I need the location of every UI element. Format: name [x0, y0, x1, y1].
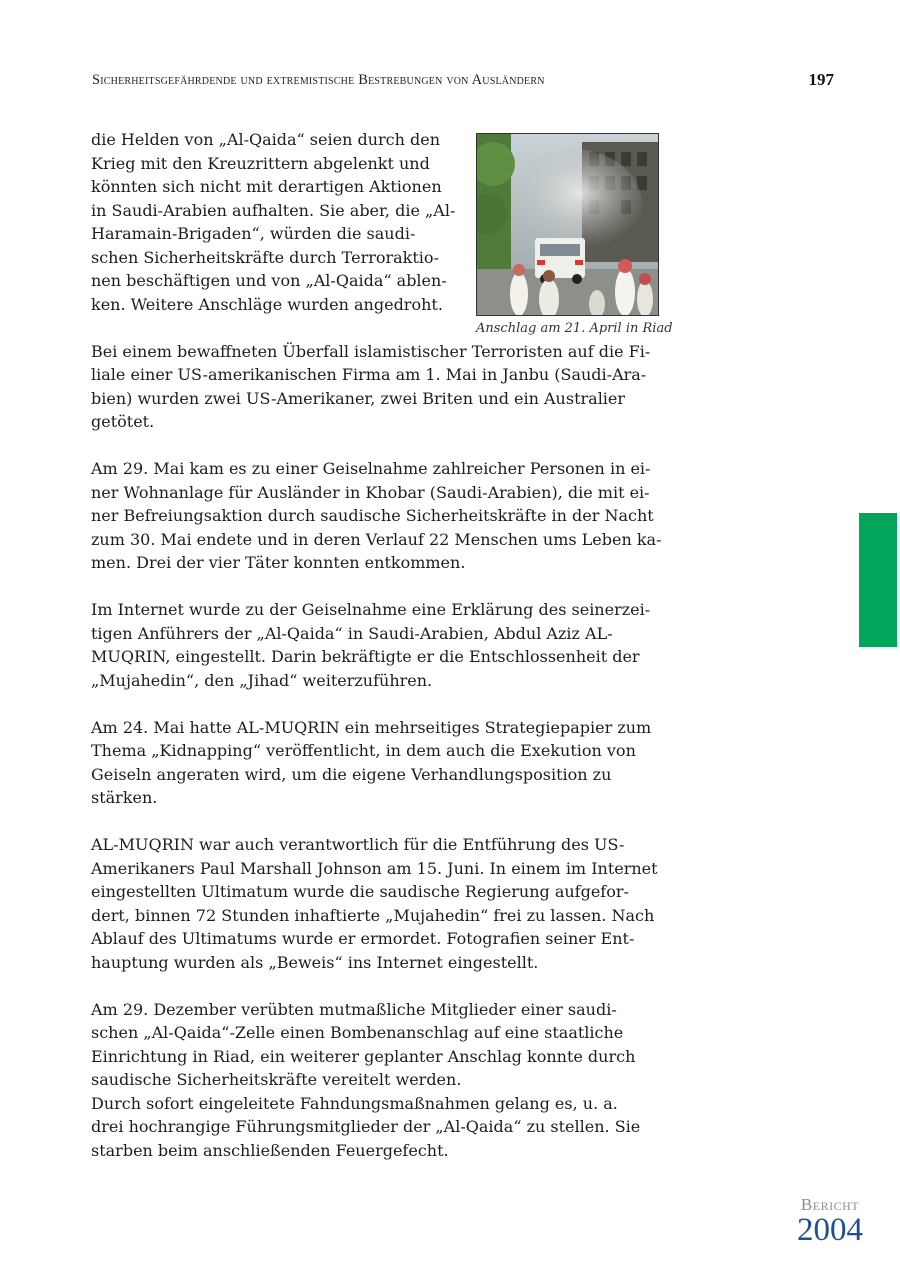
- body-text: [91, 128, 673, 1162]
- text-line: tigen Anführers der „Al-Qaida“ in Saudi-Arabien, Abdul Aziz AL-: [91, 623, 613, 643]
- chapter-title: Sicherheitsgefährdende und extremistische Bestrebungen von Ausländern: [92, 72, 545, 88]
- text-line: Am 29. Mai kam es zu einer Geiselnahme zahlreicher Personen in ei-: [91, 459, 651, 478]
- text-line: Ablauf des Ultimatums wurde er ermordet. Fotografien seiner Ent-: [91, 929, 635, 948]
- paragraph-3: [91, 457, 661, 575]
- text-line: zum 30. Mai endete und in deren Verlauf 22 Menschen ums Leben ka-: [91, 529, 662, 549]
- paragraph-4: [91, 598, 661, 692]
- text-line: AL-MUQRIN war auch verantwortlich für die Entführung des US-: [91, 835, 625, 854]
- text-line: nen beschäftigen und von „Al-Qaida“ ablen-: [91, 271, 447, 290]
- paragraph-1: [91, 128, 661, 316]
- text-line: stärken.: [91, 788, 158, 807]
- text-line: Einrichtung in Riad, ein weiterer geplanter Anschlag konnte durch: [91, 1046, 636, 1066]
- text-line: könnten sich nicht mit derartigen Aktionen: [91, 177, 442, 196]
- text-line: bien) wurden zwei US-Amerikaner, zwei Briten und ein Australier: [91, 388, 626, 408]
- running-header: [92, 69, 834, 93]
- text-line: Durch sofort eingeleitete Fahndungsmaßnahmen gelang es, u. a.: [91, 1093, 618, 1113]
- text-line: ner Befreiungsaktion durch saudische Sicherheitskräfte in der Nacht: [91, 506, 654, 525]
- text-line: Bei einem bewaffneten Überfall islamistischer Terroristen auf die Fi-: [91, 341, 651, 361]
- text-line: MUQRIN, eingestellt. Darin bekräftigte er die Entschlossenheit der: [91, 647, 640, 666]
- paragraph-7: [91, 998, 661, 1092]
- text-line: hauptung wurden als „Beweis“ ins Internet eingestellt.: [91, 952, 539, 972]
- paragraph-5: [91, 716, 661, 810]
- text-line: saudische Sicherheitskräfte vereitelt werden.: [91, 1070, 462, 1089]
- chapter-tab-marker: [859, 513, 897, 647]
- text-line: eingestellten Ultimatum wurde die saudische Regierung aufgefor-: [91, 882, 629, 901]
- logo-word: Bericht: [800, 1195, 860, 1214]
- paragraph-8: [91, 1092, 661, 1163]
- text-line: Im Internet wurde zu der Geiselnahme eine Erklärung des seinerzei-: [91, 600, 651, 619]
- text-line: Thema „Kidnapping“ veröffentlicht, in dem auch die Exekution von: [91, 741, 636, 760]
- text-line: schen „Al-Qaida“-Zelle einen Bombenanschlag auf eine staatliche: [91, 1023, 624, 1042]
- logo-year: 2004: [797, 1212, 863, 1248]
- text-line: „Mujahedin“, den „Jihad“ weiterzuführen.: [91, 670, 433, 690]
- paragraph-6: [91, 833, 661, 974]
- text-line: schen Sicherheitskräfte durch Terroraktio-: [91, 247, 439, 267]
- text-line: Amerikaners Paul Marshall Johnson am 15. Juni. In einem im Internet: [91, 858, 658, 878]
- caption-spacer: [91, 316, 673, 340]
- text-line: Geiseln angeraten wird, um die eigene Verhandlungsposition zu: [91, 764, 612, 784]
- text-line: ner Wohnanlage für Ausländer in Khobar (Saudi-Arabien), die mit ei-: [91, 482, 650, 502]
- report-logo: [790, 1196, 870, 1246]
- text-line: getötet.: [91, 412, 155, 431]
- text-line: starben beim anschließenden Feuergefecht.: [91, 1140, 449, 1160]
- text-line: Krieg mit den Kreuzrittern abgelenkt und: [91, 153, 430, 173]
- text-line: dert, binnen 72 Stunden inhaftierte „Mujahedin“ frei zu lassen. Nach: [91, 905, 655, 925]
- text-line: die Helden von „Al-Qaida“ seien durch den: [91, 130, 441, 149]
- paragraph-2: [91, 340, 661, 434]
- page-number: 197: [808, 70, 834, 89]
- text-line: liale einer US-amerikanischen Firma am 1. Mai in Janbu (Saudi-Ara-: [91, 365, 647, 384]
- text-line: in Saudi-Arabien aufhalten. Sie aber, die „Al-: [91, 200, 456, 220]
- text-line: Am 29. Dezember verübten mutmaßliche Mitglieder einer saudi-: [91, 999, 617, 1019]
- text-line: Am 24. Mai hatte AL-MUQRIN ein mehrseitiges Strategiepapier zum: [91, 717, 652, 737]
- text-line: men. Drei der vier Täter konnten entkommen.: [91, 553, 466, 572]
- text-line: Haramain-Brigaden“, würden die saudi-: [91, 224, 416, 243]
- text-line: drei hochrangige Führungsmitglieder der „Al-Qaida“ zu stellen. Sie: [91, 1117, 641, 1136]
- text-line: ken. Weitere Anschläge wurden angedroht.: [91, 294, 443, 314]
- photo-caption: Anschlag am 21. April in Riad: [476, 321, 673, 336]
